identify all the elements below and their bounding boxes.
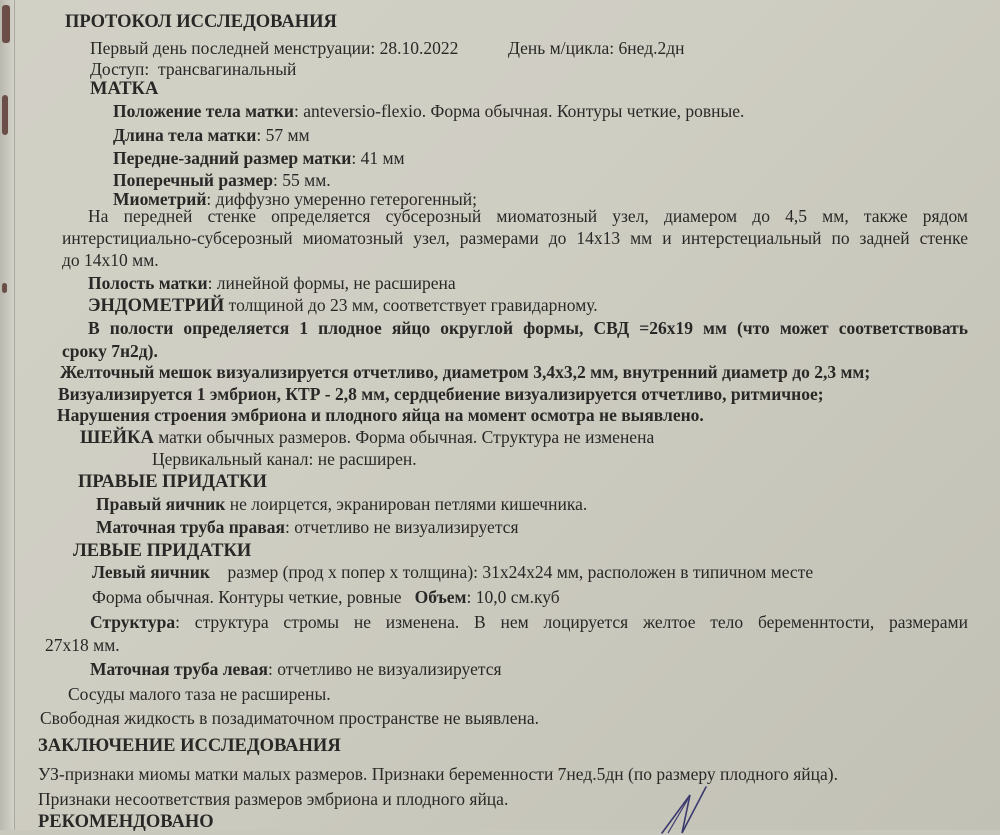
endometrium-value: толщиной до 23 мм, соответствует гравидарному.	[224, 295, 598, 315]
left-ovary-shape	[92, 587, 560, 607]
left-ovary-structure	[90, 612, 968, 632]
uterine-cavity-label: Полость матки	[88, 273, 208, 293]
gestational-sac-line1: В полости определяется 1 плодное яйцо округлой формы, СВД =26х19 мм (что может соответствовать	[88, 318, 968, 338]
uterus-length-label: Длина тела матки	[113, 125, 257, 145]
left-ovary-value: размер (прод х попер х толщина): 31х24х24 мм, расположен в типичном месте	[227, 562, 814, 582]
uterine-cavity	[88, 273, 456, 293]
left-ovary	[92, 562, 813, 582]
uterus-length	[113, 125, 310, 145]
left-tube-label: Маточная труба левая	[90, 659, 268, 679]
left-ovary-volume-label: Объем	[414, 587, 467, 607]
uterus-transverse	[113, 170, 331, 190]
cervical-canal: Цервикальный канал: не расширен.	[152, 449, 417, 469]
uterus-heading: МАТКА	[90, 79, 159, 99]
left-adnexa-heading: ЛЕВЫЕ ПРИДАТКИ	[73, 541, 252, 561]
endometrium-label: ЭНДОМЕТРИЙ	[88, 296, 225, 316]
myoma-nodes-line1: На передней стенке определяется субсерозный миоматозный узел, диамером до 4,5 мм, также рядом	[88, 206, 968, 226]
right-ovary-value: не лоирцется, экранирован петлями кишечника.	[225, 494, 588, 514]
uterus-ap-size	[113, 148, 405, 168]
uterus-transverse-value: : 55 мм.	[273, 170, 331, 190]
uterus-position	[113, 101, 744, 121]
embryo: Визуализируется 1 эмбрион, КТР - 2,8 мм, сердцебиение визуализируется отчетливо, ритмичное;	[58, 384, 824, 404]
myometrium-label: Миометрий	[113, 189, 207, 209]
lmp-row	[90, 38, 458, 58]
page-edge	[0, 0, 15, 830]
conclusion-line2: Признаки несоответствия размеров эмбриона и плодного яйца.	[38, 789, 509, 809]
recommendations-heading: РЕКОМЕНДОВАНО	[38, 812, 214, 832]
left-ovary-structure-value: : структура стромы не изменена. В нем лоцируется желтое тело беременнтости, размерами	[175, 612, 968, 632]
right-adnexa-heading: ПРАВЫЕ ПРИДАТКИ	[78, 472, 267, 492]
free-fluid: Свободная жидкость в позадиматочном пространстве не выявлена.	[40, 708, 539, 728]
uterus-position-label: Положение тела матки	[113, 101, 294, 121]
document-title: ПРОТОКОЛ ИССЛЕДОВАНИЯ	[65, 12, 337, 32]
gestational-sac-line2: сроку 7н2д).	[62, 341, 158, 361]
access-value: трансвагинальный	[158, 59, 297, 79]
right-ovary-label: Правый яичник	[96, 494, 226, 514]
right-tube	[96, 517, 519, 537]
left-ovary-shape-text: Форма обычная. Контуры четкие, ровные	[92, 587, 402, 607]
edge-mark	[2, 283, 7, 293]
edge-mark	[2, 5, 10, 43]
uterus-position-value: : anteversio-flexio. Форма обычная. Контуры четкие, ровные.	[293, 101, 745, 121]
left-ovary-structure-label: Структура	[90, 612, 176, 632]
right-tube-label: Маточная труба правая	[96, 517, 285, 537]
uterus-length-value: : 57 мм	[256, 125, 310, 145]
uterus-ap-label: Передне-задний размер матки	[113, 148, 352, 168]
right-tube-value: : отчетливо не визуализируется	[284, 517, 519, 537]
myoma-nodes-line2: интерстициально-субсерозный миоматозный узел, размерами до 14х13 мм и интерстециальный по задней стенке	[62, 228, 968, 248]
uterus-transverse-label: Поперечный размер	[113, 170, 274, 190]
left-ovary-volume-value: : 10,0 см.куб	[466, 587, 560, 607]
abnormalities: Нарушения строения эмбриона и плодного яйца на момент осмотра не выявлено.	[57, 405, 704, 425]
edge-mark	[2, 95, 8, 135]
right-ovary	[96, 494, 587, 514]
conclusion-line1: УЗ-признаки миомы матки малых размеров. Признаки беременности 7нед.5дн (по размеру плодного яйца).	[38, 764, 838, 784]
left-ovary-label: Левый яичник	[92, 562, 210, 582]
uterus-ap-value: : 41 мм	[351, 148, 405, 168]
cycle-day-label: День м/цикла:	[508, 38, 615, 58]
cycle-day-value: 6нед.2дн	[618, 38, 685, 58]
signature-icon	[660, 785, 740, 835]
access-row	[90, 59, 296, 79]
uterine-cavity-value: : линейной формы, не расширена	[207, 273, 456, 293]
yolk-sac: Желточный мешок визуализируется отчетливо, диаметром 3,4х3,2 мм, внутренний диаметр до 2,3 мм;	[60, 362, 871, 382]
endometrium	[88, 295, 598, 316]
cycle-day-row	[508, 38, 685, 58]
cervix-value: матки обычных размеров. Форма обычная. Структура не изменена	[153, 427, 655, 447]
myoma-nodes-line3: до 14х10 мм.	[62, 250, 159, 270]
lmp-label: Первый день последней менструации:	[90, 38, 376, 58]
access-label: Доступ:	[90, 59, 150, 79]
conclusion-heading: ЗАКЛЮЧЕНИЕ ИССЛЕДОВАНИЯ	[38, 736, 341, 756]
left-ovary-structure-cont: 27х18 мм.	[45, 635, 120, 655]
myometrium-value: : диффузно умеренно гетерогенный;	[206, 189, 478, 209]
pelvic-vessels: Сосуды малого таза не расширены.	[68, 684, 331, 704]
cervix	[80, 427, 654, 448]
left-tube-value: : отчетливо не визуализируется	[267, 659, 502, 679]
cervix-label: ШЕЙКА	[80, 428, 154, 448]
left-tube	[90, 659, 502, 679]
lmp-value: 28.10.2022	[379, 38, 459, 58]
